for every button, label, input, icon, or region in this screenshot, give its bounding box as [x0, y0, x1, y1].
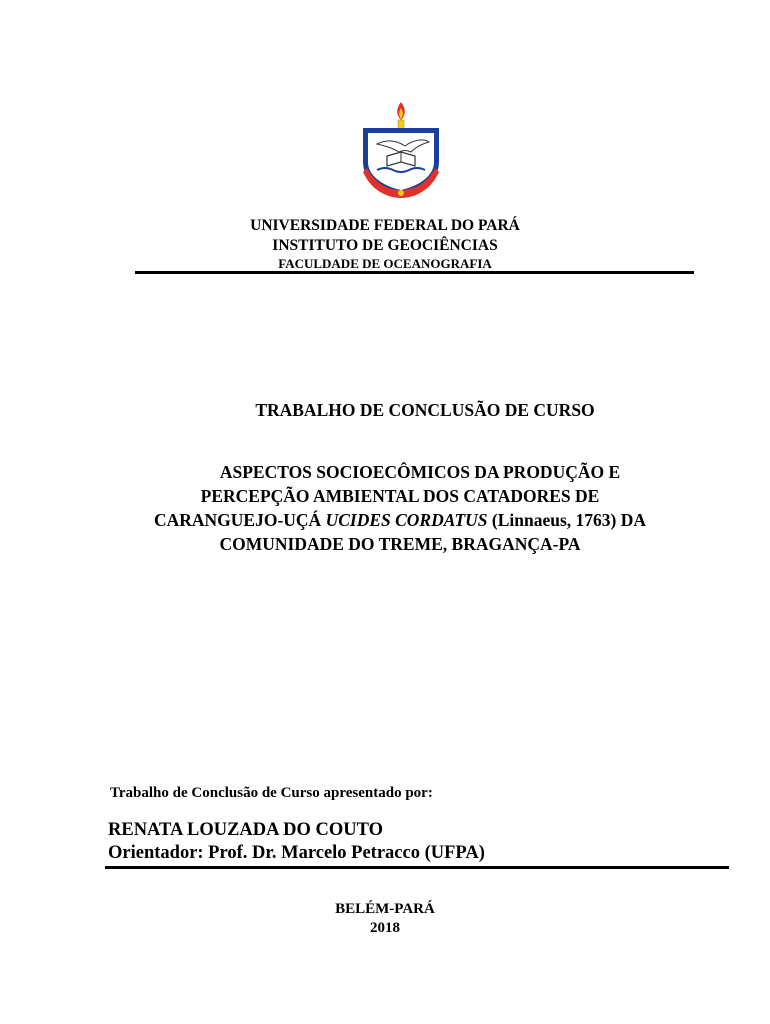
author-name: RENATA LOUZADA DO COUTO — [108, 820, 383, 840]
city: BELÉM-PARÁ — [335, 901, 435, 917]
title-line-2: PERCEPÇÃO AMBIENTAL DOS CATADORES DE — [200, 486, 600, 506]
title-line-1: ASPECTOS SOCIOECÔMICOS DA PRODUÇÃO E — [219, 462, 621, 482]
species-name: UCIDES CORDATUS — [325, 510, 488, 530]
ufpa-seal-icon — [355, 100, 447, 200]
presented-by-label: Trabalho de Conclusão de Curso apresentado por: — [110, 785, 433, 801]
advisor-name: Orientador: Prof. Dr. Marcelo Petracco (UFPA) — [108, 843, 485, 863]
header-divider — [135, 271, 694, 274]
document-type-heading: TRABALHO DE CONCLUSÃO DE CURSO — [255, 400, 595, 420]
year: 2018 — [370, 920, 400, 936]
title-line-3-prefix: CARANGUEJO-UÇÁ — [153, 510, 322, 530]
title-line-3-suffix: (Linnaeus, 1763) DA — [491, 510, 647, 530]
institute-name: INSTITUTO DE GEOCIÊNCIAS — [272, 237, 498, 254]
institution-name: UNIVERSIDADE FEDERAL DO PARÁ — [250, 217, 520, 234]
title-line-4: COMUNIDADE DO TREME, BRAGANÇA-PA — [219, 534, 581, 554]
document-title — [100, 460, 700, 556]
footer-divider — [105, 866, 729, 869]
title-line-3 — [100, 508, 700, 532]
faculty-name: FACULDADE DE OCEANOGRAFIA — [278, 256, 492, 271]
